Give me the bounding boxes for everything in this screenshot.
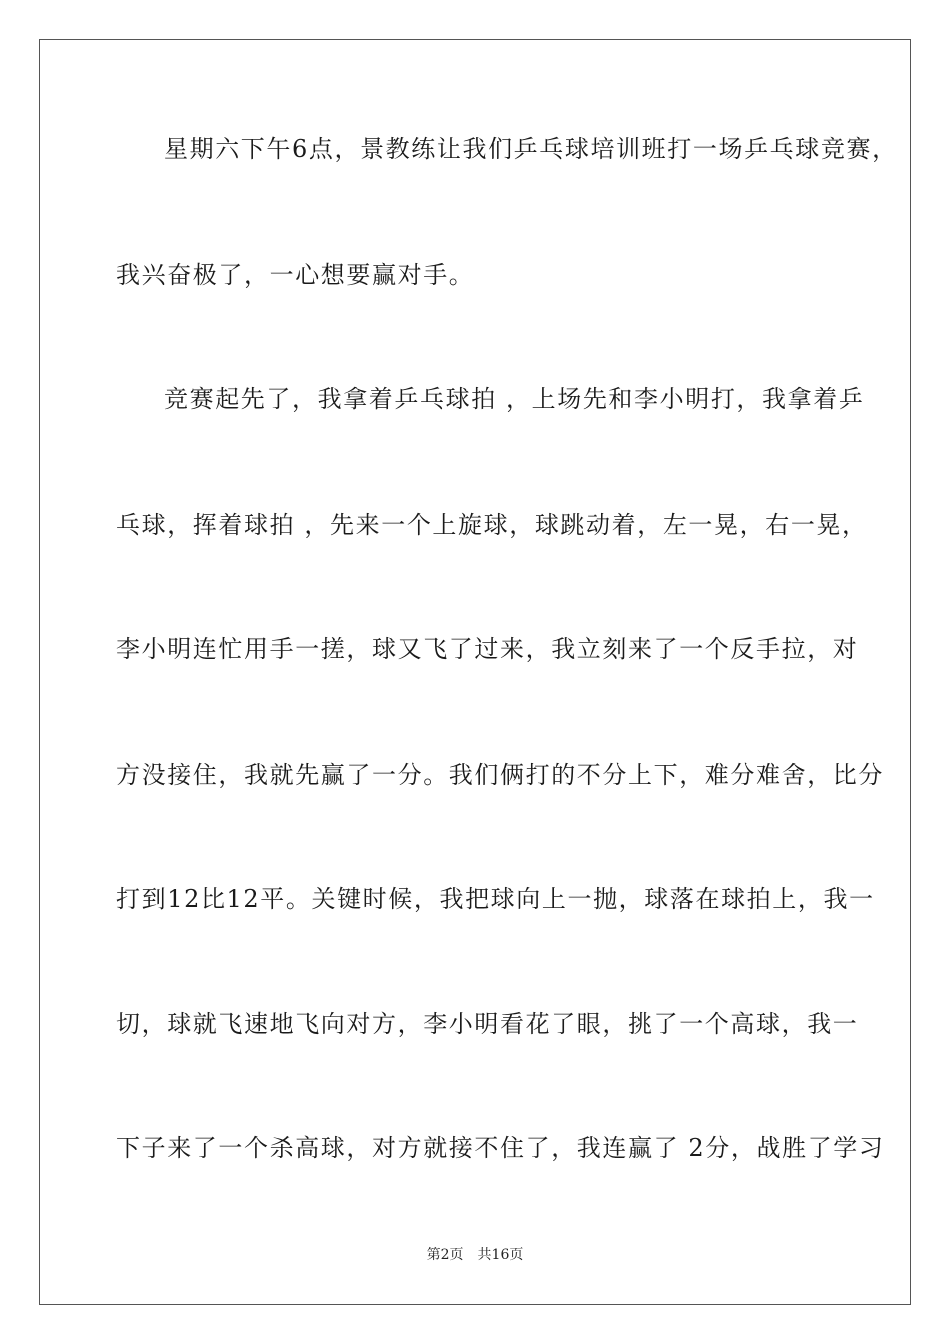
- page-border: [39, 39, 911, 1305]
- paragraph-2-line-3: 李小明连忙用手一搓，球又飞了过来，我立刻来了一个反手拉，对: [116, 635, 859, 663]
- page-total: 共16页: [477, 1247, 524, 1263]
- paragraph-2-line-4: 方没接住，我就先赢了一分。我们俩打的不分上下，难分难舍，比分: [116, 761, 884, 789]
- paragraph-2-line-5: 打到12比12平。关键时候，我把球向上一抛，球落在球拍上，我一: [116, 885, 875, 913]
- paragraph-1-line-2: 我兴奋极了，一心想要赢对手。: [116, 261, 475, 289]
- paragraph-2-line-2: 乓球，挥着球拍 ，先来一个上旋球，球跳动着，左一晃，右一晃，: [116, 511, 868, 539]
- paragraph-1-line-1: 星期六下午6点，景教练让我们乒乓球培训班打一场乒乓球竞赛，: [164, 135, 898, 163]
- paragraph-2-line-1: 竞赛起先了，我拿着乒乓球拍 ，上场先和李小明打，我拿着乒: [164, 385, 865, 413]
- paragraph-2-line-6: 切，球就飞速地飞向对方，李小明看花了眼，挑了一个高球，我一: [116, 1010, 859, 1038]
- page-footer: [0, 1246, 950, 1264]
- page-number: 第2页: [426, 1247, 464, 1263]
- paragraph-2-line-7: 下子来了一个杀高球，对方就接不住了，我连赢了 2分，战胜了学习: [116, 1134, 885, 1162]
